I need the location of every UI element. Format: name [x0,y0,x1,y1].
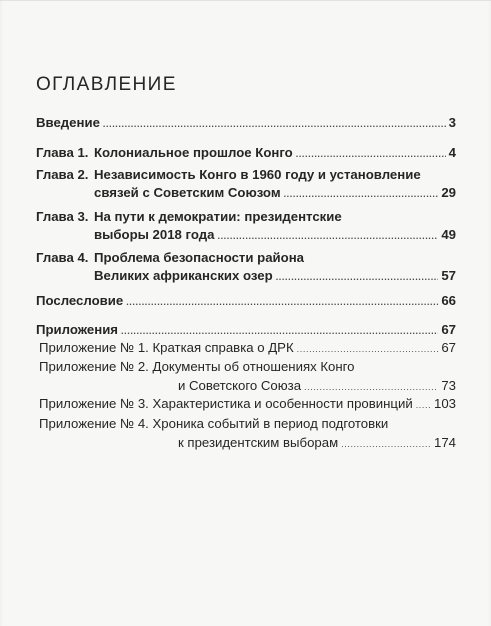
chapter-title-line-2 [94,183,456,204]
toc-page-number: 57 [441,268,456,283]
appendix-title: Приложение № 1. Краткая справка о ДРК [39,340,294,355]
toc-entry-title: Приложения [36,322,119,337]
dot-leader [126,292,438,312]
appendix-title-line-1: Приложение № 4. Хроника событий в период подготовки [39,416,389,431]
chapter-title-line-1: Проблема безопасности района [94,250,305,265]
chapter-title: связей с Советским Союзом [94,185,281,200]
dot-leader [296,144,446,164]
page-edge-top [0,0,491,1]
chapter-label: Глава 4. [36,250,89,265]
chapter-label: Глава 2. [36,167,89,182]
appendix-title: к президентским выборам [178,435,339,450]
toc-entry-title: Введение [36,115,100,130]
toc-entry-afterword[interactable] [36,291,456,312]
chapter-title: выборы 2018 года [94,227,215,242]
toc-page-number: 66 [441,293,456,308]
chapter-label: Глава 1. [36,145,89,160]
toc-page-number: 67 [441,340,456,355]
dot-leader [341,434,431,454]
appendix-title-line-1: Приложение № 2. Документы об отношениях Конго [39,359,355,374]
toc-page-number: 174 [433,435,456,450]
toc-entry-introduction[interactable] [36,113,456,134]
chapter-title: Великих африканских озер [94,268,273,283]
chapter-title-line-2 [94,266,456,287]
chapter-title-line-1: Независимость Конго в 1960 году и установление [94,167,421,182]
chapter-title-line-1: На пути к демократии: президентские [94,209,342,224]
toc-heading: ОГЛАВЛЕНИЕ [36,74,177,95]
dot-leader [217,226,438,246]
dot-leader [284,184,439,204]
toc-entry-title: Послесловие [36,293,124,308]
toc-page-number: 103 [433,396,456,411]
chapter-title-line-2 [94,225,456,246]
chapter-title-line [94,143,456,164]
toc-appendix-1[interactable] [39,338,456,359]
toc-page-number: 49 [441,227,456,242]
toc-page-number: 3 [448,115,456,130]
appendix-title-line-2 [178,433,456,454]
toc-page-number: 4 [448,145,456,160]
dot-leader [416,395,431,415]
appendix-title: Приложение № 3. Характеристика и особенности провинций [39,396,413,411]
chapter-label: Глава 3. [36,209,89,224]
toc-page-number: 67 [441,322,456,337]
toc-appendix-3[interactable] [39,394,456,415]
toc-page-number: 73 [441,378,456,393]
dot-leader [276,267,439,287]
toc-page-number: 29 [441,185,456,200]
dot-leader [297,339,439,359]
chapter-title: Колониальное прошлое Конго [94,145,293,160]
appendix-title: и Советского Союза [178,378,302,393]
dot-leader [103,114,446,134]
